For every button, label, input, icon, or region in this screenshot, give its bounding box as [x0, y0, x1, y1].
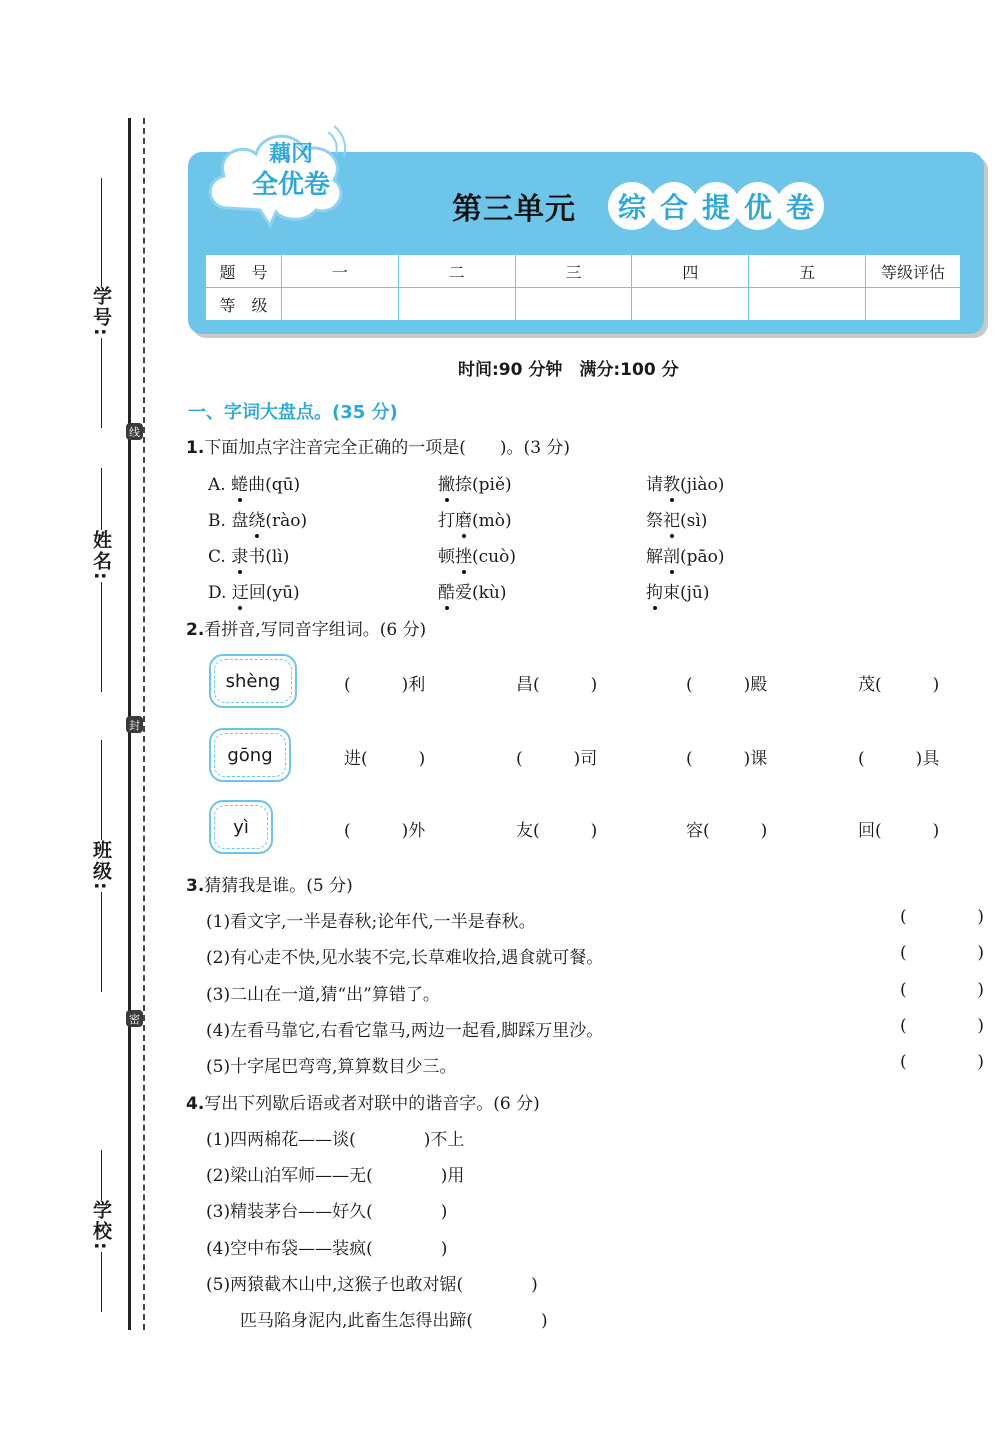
pinyin-box — [209, 800, 273, 854]
blank-cell[interactable]: 昌( ) — [516, 675, 598, 695]
riddle-item: (2)有心走不快,见水装不完,长草难收拾,遇食就可餐。 — [206, 948, 604, 968]
grade-input-cell[interactable] — [632, 288, 749, 321]
grade-table — [205, 254, 961, 321]
side-line — [101, 1252, 102, 1312]
option-label: A. — [208, 475, 226, 495]
blank-cell[interactable]: 进( ) — [344, 749, 426, 769]
dotted-char: 教 — [663, 475, 680, 495]
subtitle-char: 提 — [692, 182, 740, 230]
pinyin-label: yì — [233, 816, 249, 838]
question-2-title — [186, 615, 426, 640]
side-field-student-id — [88, 178, 115, 428]
riddle-item: (3)二山在一道,猜“出”算错了。 — [206, 985, 440, 1005]
dotted-char: 蜷 — [231, 475, 249, 495]
option-text: 爱(kù) — [455, 583, 507, 603]
blank-cell[interactable]: ( )外 — [344, 821, 426, 841]
seal-secret: 密 — [126, 1010, 143, 1027]
blank-cell[interactable]: ( )利 — [344, 675, 426, 695]
answer-blank[interactable]: ( ) — [900, 980, 984, 1000]
answer-blank[interactable]: ( ) — [900, 1052, 984, 1072]
option-text: 打 — [438, 511, 455, 531]
question-1-title — [186, 433, 570, 458]
table-cell: 一 — [281, 255, 398, 288]
badge-line-1: 藕冈 — [268, 142, 313, 167]
question-text: 写出下列歇后语或者对联中的谐音字。(6 分) — [204, 1094, 540, 1114]
side-line — [101, 338, 102, 428]
idiom-item[interactable]: (1)四两棉花——谈( )不上 — [206, 1130, 465, 1150]
option-item — [646, 578, 709, 603]
option-item — [646, 542, 725, 567]
option-label: C. — [208, 547, 226, 567]
question-3-title — [186, 871, 353, 896]
option-item — [646, 506, 707, 531]
subtitle-char: 合 — [650, 182, 698, 230]
option-text: (mò) — [472, 511, 512, 531]
blank-cell[interactable]: ( )课 — [686, 749, 768, 769]
option-text: 祭 — [646, 511, 663, 531]
side-field-school — [88, 1150, 115, 1312]
dotted-char: 祀 — [663, 511, 680, 531]
side-field-class — [88, 740, 115, 992]
option-item — [438, 470, 512, 495]
table-cell: 等级评估 — [866, 255, 961, 288]
side-field-name — [88, 468, 115, 692]
badge-line-2: 全优卷 — [251, 170, 330, 200]
option-text: (sì) — [680, 511, 708, 531]
option-a[interactable] — [208, 470, 300, 495]
option-text: 捺(piě) — [455, 475, 512, 495]
dotted-char: 迂 — [231, 583, 249, 603]
side-label-class: 班级: — [90, 840, 112, 892]
dotted-char: 绕 — [248, 511, 266, 531]
option-text: 回(yū) — [248, 583, 300, 603]
brand-badge — [236, 140, 346, 200]
idiom-item[interactable]: (2)梁山泊军师——无( )用 — [206, 1166, 465, 1186]
option-item — [438, 578, 507, 603]
dotted-char: 剖 — [663, 547, 680, 567]
side-label-student-id: 学号: — [90, 286, 112, 338]
option-b[interactable] — [208, 506, 307, 531]
question-text: 猜猜我是谁。(5 分) — [204, 876, 353, 896]
answer-blank[interactable]: ( ) — [900, 907, 984, 927]
answer-blank[interactable]: ( ) — [900, 943, 984, 963]
grade-input-cell[interactable] — [281, 288, 398, 321]
option-text: (cuò) — [472, 547, 516, 567]
seal-line: 线 — [126, 423, 143, 440]
table-cell: 等 级 — [206, 288, 282, 321]
question-number: 4. — [186, 1094, 205, 1114]
blank-cell[interactable]: ( )具 — [858, 749, 940, 769]
option-item — [438, 542, 516, 567]
page-subtitle — [608, 182, 818, 230]
question-number: 3. — [186, 876, 205, 896]
pinyin-box — [209, 728, 291, 782]
option-text: 解 — [646, 547, 663, 567]
idiom-item[interactable]: (4)空中布袋——装疯( ) — [206, 1239, 448, 1259]
table-cell: 题 号 — [206, 255, 282, 288]
dotted-char: 酷 — [438, 583, 455, 603]
pinyin-label: gōng — [227, 744, 273, 766]
side-line — [101, 740, 102, 840]
option-text: 顿 — [438, 547, 455, 567]
seal-seal: 封 — [126, 716, 143, 733]
section-title: 一、字词大盘点。(35 分) — [188, 402, 398, 423]
grade-table-grade-row — [206, 288, 961, 321]
dotted-char: 拘 — [646, 583, 663, 603]
idiom-item[interactable]: (5)两猿截木山中,这猴子也敢对锯( ) — [206, 1275, 538, 1295]
grade-input-cell[interactable] — [515, 288, 632, 321]
side-line — [101, 468, 102, 530]
riddle-item: (1)看文字,一半是春秋;论年代,一半是春秋。 — [206, 912, 536, 932]
dotted-char: 磨 — [455, 511, 472, 531]
option-text: 曲(qū) — [248, 475, 301, 495]
page-title: 第三单元 — [452, 192, 576, 227]
blank-cell[interactable]: ( )司 — [516, 749, 598, 769]
question-number: 2. — [186, 620, 205, 640]
exam-info: 时间:90 分钟 满分:100 分 — [458, 360, 679, 380]
pinyin-label: shèng — [225, 670, 281, 692]
grade-table-header-row — [206, 255, 961, 288]
side-line — [101, 582, 102, 692]
option-text: (rào) — [265, 511, 308, 531]
riddle-item: (4)左看马靠它,右看它靠马,两边一起看,脚踩万里沙。 — [206, 1021, 604, 1041]
option-label: D. — [208, 583, 227, 603]
subtitle-char: 卷 — [776, 182, 824, 230]
side-label-name: 姓名: — [90, 530, 112, 582]
option-item — [646, 470, 724, 495]
question-text: 看拼音,写同音字组词。(6 分) — [204, 620, 427, 640]
option-text: 束(jū) — [663, 583, 710, 603]
pinyin-box — [209, 654, 297, 708]
option-c[interactable] — [208, 542, 289, 567]
dotted-char: 隶 — [231, 547, 249, 567]
blank-cell[interactable]: 容( ) — [686, 821, 768, 841]
option-item — [438, 506, 512, 531]
option-text: (pāo) — [680, 547, 725, 567]
blank-cell[interactable]: 茂( ) — [858, 675, 940, 695]
side-line — [101, 1150, 102, 1200]
table-cell: 三 — [515, 255, 632, 288]
dotted-char: 撇 — [438, 475, 455, 495]
grade-input-cell[interactable] — [398, 288, 515, 321]
blank-cell[interactable]: 友( ) — [516, 821, 598, 841]
dotted-char: 挫 — [455, 547, 472, 567]
table-cell: 四 — [632, 255, 749, 288]
grade-input-cell[interactable] — [749, 288, 866, 321]
option-label: B. — [208, 511, 226, 531]
option-text: 请 — [646, 475, 663, 495]
option-d[interactable] — [208, 578, 300, 603]
question-text: 下面加点字注音完全正确的一项是( )。(3 分) — [204, 438, 571, 458]
question-4-title — [186, 1089, 540, 1114]
side-line — [101, 892, 102, 992]
binding-dashed-line — [143, 118, 145, 1330]
blank-cell[interactable]: 回( ) — [858, 821, 940, 841]
answer-blank[interactable]: ( ) — [900, 1016, 984, 1036]
subtitle-char: 综 — [608, 182, 656, 230]
option-text: 书(lì) — [248, 547, 290, 567]
side-label-school: 学校: — [90, 1200, 112, 1252]
table-cell: 二 — [398, 255, 515, 288]
idiom-item[interactable]: 匹马陷身泥内,此畜生怎得出蹄( ) — [240, 1311, 548, 1331]
riddle-item: (5)十字尾巴弯弯,算算数目少三。 — [206, 1057, 457, 1077]
table-cell: 五 — [749, 255, 866, 288]
grade-input-cell[interactable] — [866, 288, 961, 321]
idiom-item[interactable]: (3)精装茅台——好久( ) — [206, 1202, 448, 1222]
question-number: 1. — [186, 438, 205, 458]
subtitle-char: 优 — [734, 182, 782, 230]
blank-cell[interactable]: ( )殿 — [686, 675, 768, 695]
option-text: (jiào) — [680, 475, 725, 495]
side-line — [101, 178, 102, 286]
option-text: 盘 — [231, 511, 249, 531]
